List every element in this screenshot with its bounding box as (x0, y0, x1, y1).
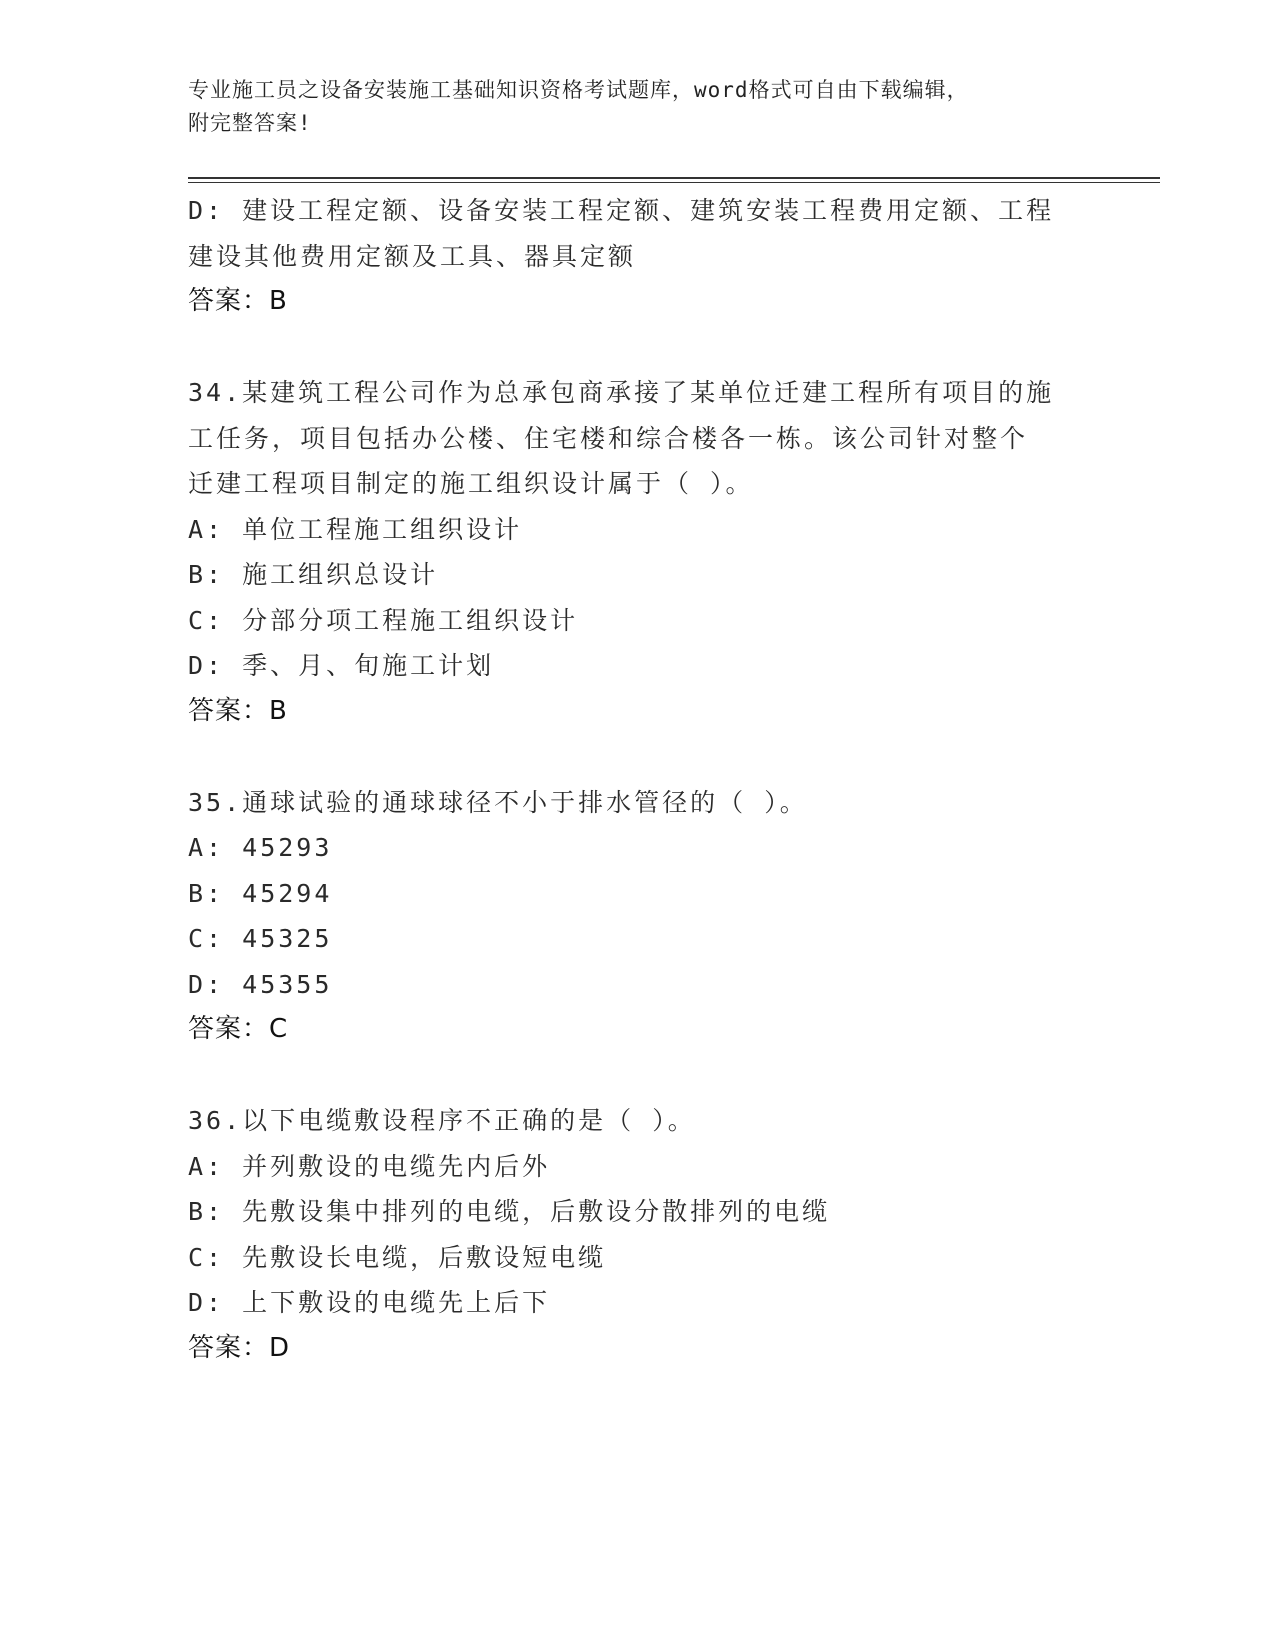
option-d-continued: 建设其他费用定额及工具、器具定额 (188, 241, 637, 271)
option-c: C: 先敷设长电缆，后敷设短电缆 (188, 1242, 607, 1272)
option-b: B: 先敷设集中排列的电缆，后敷设分散排列的电缆 (188, 1197, 831, 1226)
question-34 (188, 370, 1088, 734)
answer-line: 答案：C (188, 1014, 289, 1044)
question-stem-line: 35.通球试验的通球球径不小于排水管径的（ ）。 (188, 787, 808, 817)
option-c: C: 分部分项工程施工组织设计 (188, 605, 579, 635)
answer-line: 答案：B (188, 286, 288, 316)
header-title-line-2: 附完整答案! (188, 111, 312, 135)
page-header (188, 74, 1088, 140)
question-stem-line: 迁建工程项目制定的施工组织设计属于（ ）。 (188, 469, 754, 498)
option-d: D: 45355 (188, 969, 333, 999)
header-divider-thin (188, 182, 1160, 183)
option-c: C: 45325 (188, 924, 333, 953)
question-36 (188, 1098, 1088, 1371)
option-a: A: 45293 (188, 833, 333, 862)
question-33-tail (188, 188, 1088, 325)
document-body (188, 188, 1088, 1371)
option-d: D: 季、月、旬施工计划 (188, 651, 495, 680)
question-stem-line: 36.以下电缆敷设程序不正确的是（ ）。 (188, 1106, 696, 1135)
option-a: A: 单位工程施工组织设计 (188, 514, 523, 544)
option-b: B: 45294 (188, 878, 333, 908)
header-title-line-1: 专业施工员之设备安装施工基础知识资格考试题库，word格式可自由下载编辑， (188, 78, 969, 102)
spacer (188, 1053, 1088, 1099)
option-d: D: 建设工程定额、设备安装工程定额、建筑安装工程费用定额、工程 (188, 196, 1055, 225)
question-35 (188, 780, 1088, 1053)
spacer (188, 325, 1088, 371)
spacer (188, 734, 1088, 780)
option-d: D: 上下敷设的电缆先上后下 (188, 1288, 551, 1317)
option-a: A: 并列敷设的电缆先内后外 (188, 1151, 551, 1181)
header-divider-thick (188, 177, 1160, 179)
option-b: B: 施工组织总设计 (188, 560, 439, 589)
question-stem-line: 34.某建筑工程公司作为总承包商承接了某单位迁建工程所有项目的施 (188, 378, 1055, 407)
question-stem-line: 工任务，项目包括办公楼、住宅楼和综合楼各一栋。该公司针对整个 (188, 423, 1029, 453)
answer-line: 答案：B (188, 695, 288, 726)
answer-line: 答案：D (188, 1332, 291, 1363)
